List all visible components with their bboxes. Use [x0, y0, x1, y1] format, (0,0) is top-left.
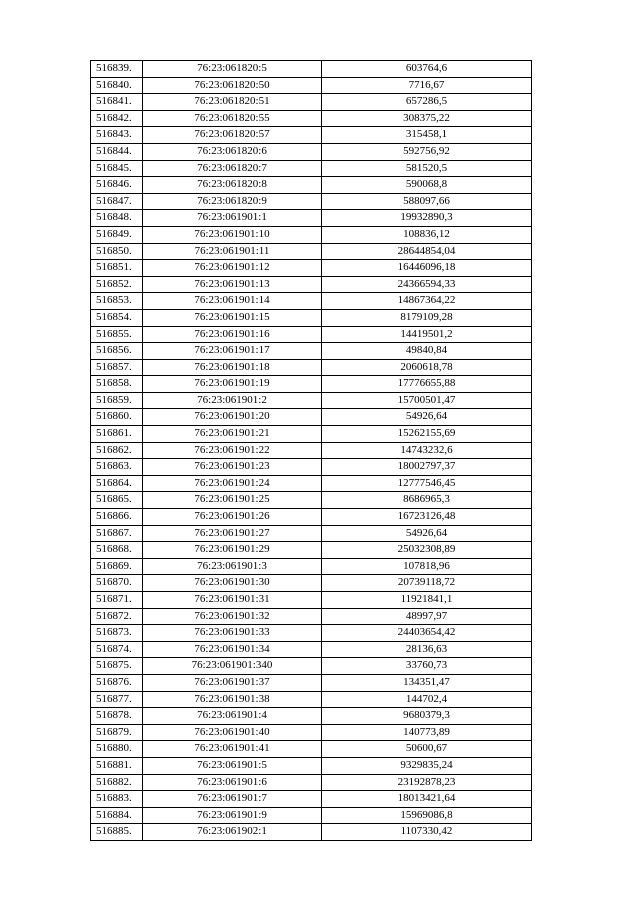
row-number-cell: 516841.	[91, 94, 143, 111]
table-row	[91, 658, 532, 675]
cadastral-number-cell: 76:23:061901:41	[143, 741, 322, 758]
table-row	[91, 110, 532, 127]
table-row	[91, 558, 532, 575]
value-cell: 9329835,24	[322, 757, 532, 774]
table-row	[91, 592, 532, 609]
cadastral-number-cell: 76:23:061901:27	[143, 525, 322, 542]
row-number-cell: 516884.	[91, 807, 143, 824]
row-number-cell: 516877.	[91, 691, 143, 708]
value-cell: 134351,47	[322, 674, 532, 691]
table-row	[91, 260, 532, 277]
value-cell: 12777546,45	[322, 475, 532, 492]
table-row	[91, 127, 532, 144]
cadastral-number-cell: 76:23:061901:32	[143, 608, 322, 625]
value-cell: 107818,96	[322, 558, 532, 575]
value-cell: 16723126,48	[322, 509, 532, 526]
cadastral-number-cell: 76:23:061901:40	[143, 724, 322, 741]
table-row	[91, 475, 532, 492]
table-row	[91, 160, 532, 177]
row-number-cell: 516874.	[91, 641, 143, 658]
row-number-cell: 516845.	[91, 160, 143, 177]
value-cell: 144702,4	[322, 691, 532, 708]
row-number-cell: 516865.	[91, 492, 143, 509]
table-row	[91, 724, 532, 741]
cadastral-number-cell: 76:23:061901:29	[143, 542, 322, 559]
row-number-cell: 516866.	[91, 509, 143, 526]
value-cell: 590068,8	[322, 177, 532, 194]
row-number-cell: 516879.	[91, 724, 143, 741]
row-number-cell: 516876.	[91, 674, 143, 691]
row-number-cell: 516844.	[91, 143, 143, 160]
row-number-cell: 516846.	[91, 177, 143, 194]
table-row	[91, 492, 532, 509]
table-row	[91, 691, 532, 708]
cadastral-number-cell: 76:23:061901:21	[143, 426, 322, 443]
table-row	[91, 625, 532, 642]
row-number-cell: 516882.	[91, 774, 143, 791]
row-number-cell: 516840.	[91, 77, 143, 94]
cadastral-number-cell: 76:23:061820:55	[143, 110, 322, 127]
cadastral-number-cell: 76:23:061901:34	[143, 641, 322, 658]
row-number-cell: 516850.	[91, 243, 143, 260]
table-row	[91, 376, 532, 393]
cadastral-number-cell: 76:23:061901:12	[143, 260, 322, 277]
value-cell: 8179109,28	[322, 309, 532, 326]
value-cell: 7716,67	[322, 77, 532, 94]
table-row	[91, 426, 532, 443]
value-cell: 16446096,18	[322, 260, 532, 277]
cadastral-table	[90, 60, 532, 841]
table-row	[91, 77, 532, 94]
value-cell: 33760,73	[322, 658, 532, 675]
cadastral-number-cell: 76:23:061901:15	[143, 309, 322, 326]
row-number-cell: 516861.	[91, 426, 143, 443]
value-cell: 49840,84	[322, 343, 532, 360]
table-body	[91, 61, 532, 841]
row-number-cell: 516871.	[91, 592, 143, 609]
row-number-cell: 516842.	[91, 110, 143, 127]
value-cell: 18013421,64	[322, 791, 532, 808]
row-number-cell: 516856.	[91, 343, 143, 360]
row-number-cell: 516873.	[91, 625, 143, 642]
row-number-cell: 516848.	[91, 210, 143, 227]
value-cell: 14419501,2	[322, 326, 532, 343]
table-row	[91, 226, 532, 243]
value-cell: 28644854,04	[322, 243, 532, 260]
row-number-cell: 516853.	[91, 293, 143, 310]
row-number-cell: 516868.	[91, 542, 143, 559]
cadastral-number-cell: 76:23:061901:7	[143, 791, 322, 808]
table-row	[91, 409, 532, 426]
table-row	[91, 309, 532, 326]
table-row	[91, 641, 532, 658]
table-row	[91, 61, 532, 78]
table-row	[91, 791, 532, 808]
table-row	[91, 94, 532, 111]
value-cell: 23192878,23	[322, 774, 532, 791]
table-row	[91, 774, 532, 791]
cadastral-number-cell: 76:23:061820:6	[143, 143, 322, 160]
value-cell: 28136,63	[322, 641, 532, 658]
cadastral-number-cell: 76:23:061901:30	[143, 575, 322, 592]
row-number-cell: 516855.	[91, 326, 143, 343]
value-cell: 581520,5	[322, 160, 532, 177]
cadastral-number-cell: 76:23:061901:37	[143, 674, 322, 691]
row-number-cell: 516875.	[91, 658, 143, 675]
value-cell: 54926,64	[322, 525, 532, 542]
table-row	[91, 392, 532, 409]
row-number-cell: 516872.	[91, 608, 143, 625]
value-cell: 592756,92	[322, 143, 532, 160]
table-row	[91, 741, 532, 758]
table-row	[91, 359, 532, 376]
row-number-cell: 516867.	[91, 525, 143, 542]
value-cell: 11921841,1	[322, 592, 532, 609]
value-cell: 588097,66	[322, 193, 532, 210]
table-row	[91, 575, 532, 592]
table-row	[91, 542, 532, 559]
row-number-cell: 516858.	[91, 376, 143, 393]
cadastral-number-cell: 76:23:061820:57	[143, 127, 322, 144]
value-cell: 20739118,72	[322, 575, 532, 592]
cadastral-number-cell: 76:23:061901:16	[143, 326, 322, 343]
cadastral-number-cell: 76:23:061901:20	[143, 409, 322, 426]
value-cell: 15700501,47	[322, 392, 532, 409]
cadastral-number-cell: 76:23:061901:6	[143, 774, 322, 791]
table-row	[91, 608, 532, 625]
value-cell: 657286,5	[322, 94, 532, 111]
row-number-cell: 516870.	[91, 575, 143, 592]
cadastral-number-cell: 76:23:061820:5	[143, 61, 322, 78]
cadastral-number-cell: 76:23:061901:13	[143, 276, 322, 293]
row-number-cell: 516864.	[91, 475, 143, 492]
cadastral-number-cell: 76:23:061901:10	[143, 226, 322, 243]
value-cell: 9680379,3	[322, 708, 532, 725]
value-cell: 18002797,37	[322, 459, 532, 476]
table-row	[91, 674, 532, 691]
value-cell: 140773,89	[322, 724, 532, 741]
cadastral-number-cell: 76:23:061901:38	[143, 691, 322, 708]
table-row	[91, 326, 532, 343]
row-number-cell: 516849.	[91, 226, 143, 243]
value-cell: 15262155,69	[322, 426, 532, 443]
cadastral-number-cell: 76:23:061901:24	[143, 475, 322, 492]
cadastral-number-cell: 76:23:061901:14	[143, 293, 322, 310]
table-row	[91, 824, 532, 841]
table-row	[91, 143, 532, 160]
cadastral-number-cell: 76:23:061901:2	[143, 392, 322, 409]
row-number-cell: 516843.	[91, 127, 143, 144]
value-cell: 54926,64	[322, 409, 532, 426]
cadastral-number-cell: 76:23:061901:11	[143, 243, 322, 260]
value-cell: 2060618,78	[322, 359, 532, 376]
table-row	[91, 757, 532, 774]
row-number-cell: 516863.	[91, 459, 143, 476]
cadastral-number-cell: 76:23:061820:8	[143, 177, 322, 194]
cadastral-number-cell: 76:23:061901:17	[143, 343, 322, 360]
cadastral-number-cell: 76:23:061820:51	[143, 94, 322, 111]
cadastral-number-cell: 76:23:061901:3	[143, 558, 322, 575]
row-number-cell: 516854.	[91, 309, 143, 326]
cadastral-number-cell: 76:23:061820:9	[143, 193, 322, 210]
cadastral-number-cell: 76:23:061820:50	[143, 77, 322, 94]
cadastral-number-cell: 76:23:061901:22	[143, 442, 322, 459]
table-row	[91, 210, 532, 227]
cadastral-number-cell: 76:23:061902:1	[143, 824, 322, 841]
cadastral-number-cell: 76:23:061901:4	[143, 708, 322, 725]
cadastral-number-cell: 76:23:061901:25	[143, 492, 322, 509]
cadastral-number-cell: 76:23:061901:31	[143, 592, 322, 609]
value-cell: 48997,97	[322, 608, 532, 625]
row-number-cell: 516851.	[91, 260, 143, 277]
row-number-cell: 516881.	[91, 757, 143, 774]
value-cell: 14743232,6	[322, 442, 532, 459]
row-number-cell: 516847.	[91, 193, 143, 210]
row-number-cell: 516869.	[91, 558, 143, 575]
table-row	[91, 459, 532, 476]
table-row	[91, 509, 532, 526]
table-row	[91, 525, 532, 542]
cadastral-number-cell: 76:23:061901:18	[143, 359, 322, 376]
table-row	[91, 243, 532, 260]
row-number-cell: 516885.	[91, 824, 143, 841]
table-row	[91, 177, 532, 194]
table-row	[91, 807, 532, 824]
value-cell: 308375,22	[322, 110, 532, 127]
row-number-cell: 516883.	[91, 791, 143, 808]
row-number-cell: 516862.	[91, 442, 143, 459]
cadastral-number-cell: 76:23:061820:7	[143, 160, 322, 177]
cadastral-number-cell: 76:23:061901:5	[143, 757, 322, 774]
value-cell: 603764,6	[322, 61, 532, 78]
value-cell: 1107330,42	[322, 824, 532, 841]
table-row	[91, 708, 532, 725]
row-number-cell: 516860.	[91, 409, 143, 426]
cadastral-number-cell: 76:23:061901:19	[143, 376, 322, 393]
value-cell: 24366594,33	[322, 276, 532, 293]
value-cell: 15969086,8	[322, 807, 532, 824]
value-cell: 50600,67	[322, 741, 532, 758]
row-number-cell: 516859.	[91, 392, 143, 409]
table-row	[91, 293, 532, 310]
value-cell: 24403654,42	[322, 625, 532, 642]
value-cell: 25032308,89	[322, 542, 532, 559]
cadastral-number-cell: 76:23:061901:340	[143, 658, 322, 675]
value-cell: 14867364,22	[322, 293, 532, 310]
cadastral-number-cell: 76:23:061901:33	[143, 625, 322, 642]
cadastral-number-cell: 76:23:061901:26	[143, 509, 322, 526]
value-cell: 8686965,3	[322, 492, 532, 509]
value-cell: 108836,12	[322, 226, 532, 243]
row-number-cell: 516880.	[91, 741, 143, 758]
table-row	[91, 442, 532, 459]
cadastral-number-cell: 76:23:061901:9	[143, 807, 322, 824]
table-row	[91, 193, 532, 210]
value-cell: 17776655,88	[322, 376, 532, 393]
cadastral-number-cell: 76:23:061901:1	[143, 210, 322, 227]
row-number-cell: 516857.	[91, 359, 143, 376]
row-number-cell: 516878.	[91, 708, 143, 725]
value-cell: 19932890,3	[322, 210, 532, 227]
table-row	[91, 343, 532, 360]
cadastral-number-cell: 76:23:061901:23	[143, 459, 322, 476]
row-number-cell: 516839.	[91, 61, 143, 78]
value-cell: 315458,1	[322, 127, 532, 144]
row-number-cell: 516852.	[91, 276, 143, 293]
table-row	[91, 276, 532, 293]
